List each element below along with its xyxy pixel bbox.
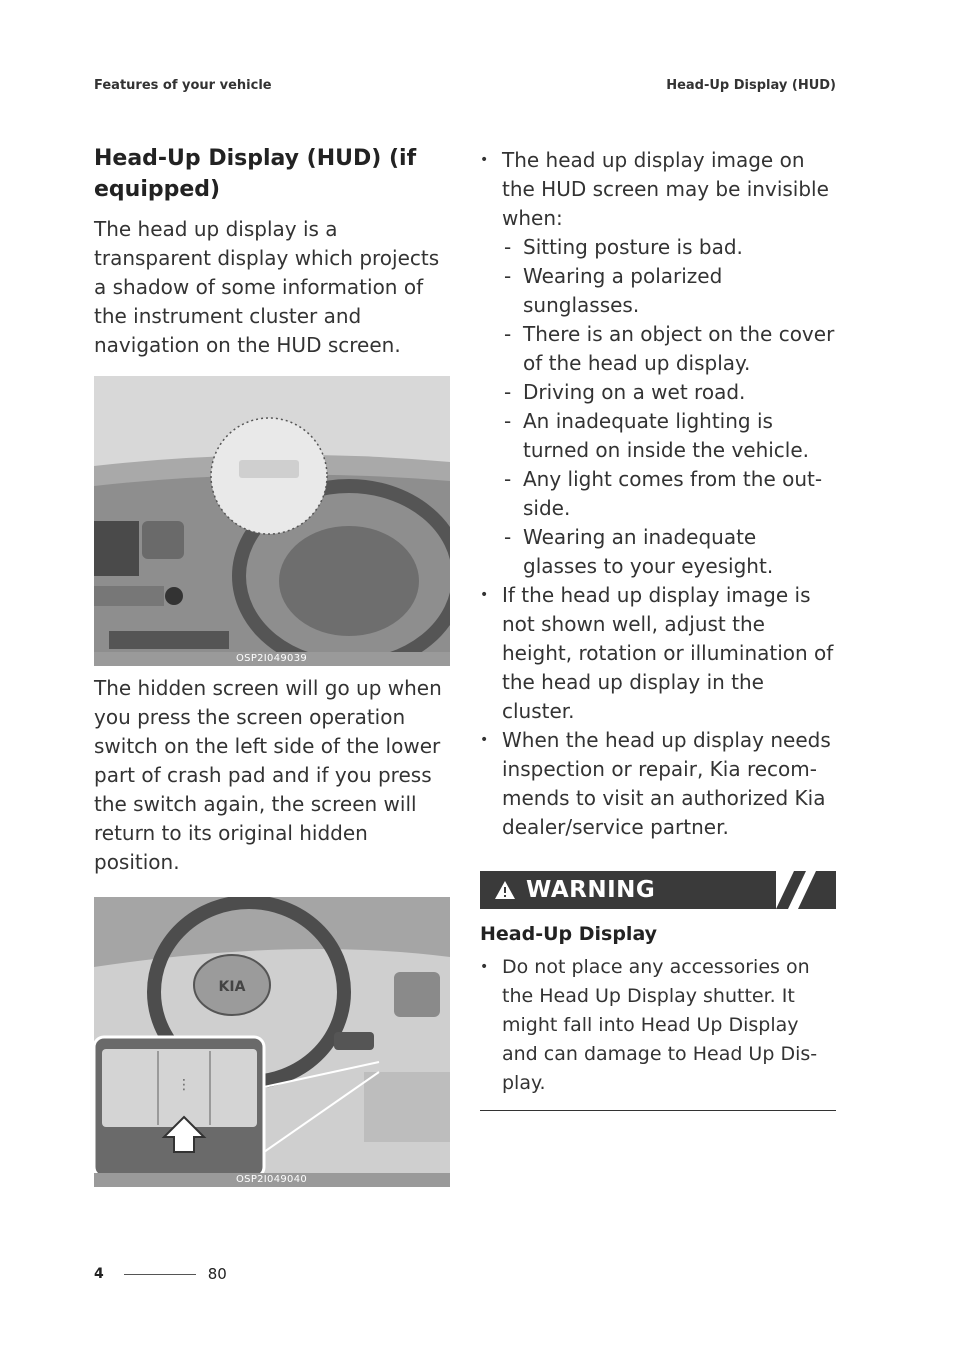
warning-stripes-decoration [776, 871, 836, 909]
dashboard-illustration [94, 376, 450, 666]
section-title: Head-Up Display (HUD) (if equipped) [94, 146, 417, 202]
page-number: 80 [207, 1265, 227, 1283]
condition-sublist [502, 233, 836, 581]
warning-banner [480, 871, 836, 909]
switch-location-figure [94, 897, 450, 1187]
invisibility-list [480, 146, 836, 842]
left-column [94, 143, 450, 1187]
figure-code: OSP2I049039 [236, 653, 308, 664]
operation-paragraph: The hidden screen will go up when you press the screen operation switch on the left side of the lower part of crash pad and if you press the switch again, the screen will return to its original hidden position. [94, 676, 442, 874]
warning-triangle-icon [494, 880, 516, 900]
list-item: • If the head up display image is not shown well, adjust the height, rotation or illumination of the head up display in the cluster. [480, 581, 836, 726]
intro-paragraph: The head up display is a transparent display which projects a shadow of some information of the instrument cluster and navigation on the HUD screen. [94, 217, 440, 357]
list-item: • When the head up display needs inspection or repair, Kia recom-mends to visit an authorized Kia dealer/service partner. [480, 726, 836, 842]
dashboard-hud-figure [94, 376, 450, 666]
list-item-text: The head up display image on the HUD screen may be invisible when: [502, 148, 829, 230]
warning-list [480, 953, 836, 1098]
page-footer [94, 1265, 227, 1283]
running-header-section: Features of your vehicle [94, 78, 272, 93]
sublist-item: - Any light comes from the out-side. [502, 465, 836, 523]
svg-text:KIA: KIA [218, 979, 246, 995]
sublist-item: - An inadequate lighting is turned on inside the vehicle. [502, 407, 836, 465]
footer-rule [124, 1274, 196, 1275]
list-item [480, 146, 836, 581]
sublist-item: - Sitting posture is bad. [502, 233, 836, 262]
sublist-item: - Wearing an inadequate glasses to your eyesight. [502, 523, 836, 581]
switch-illustration [94, 897, 450, 1187]
sublist-item: - Wearing a polarized sunglasses. [502, 262, 836, 320]
right-column [480, 146, 836, 1111]
warning-label: WARNING [526, 877, 656, 903]
warning-heading: Head-Up Display [480, 923, 658, 945]
running-header-topic: Head-Up Display (HUD) [666, 78, 836, 93]
chapter-number: 4 [94, 1266, 104, 1282]
list-item: • Do not place any accessories on the Head Up Display shutter. It might fall into Head Up Display and can damage to Head Up Dis-play. [480, 953, 836, 1098]
svg-text:⋮: ⋮ [177, 1077, 191, 1093]
warning-divider [480, 1110, 836, 1111]
sublist-item: - There is an object on the cover of the head up display. [502, 320, 836, 378]
sublist-item: - Driving on a wet road. [502, 378, 836, 407]
figure-code: OSP2I049040 [236, 1174, 308, 1185]
